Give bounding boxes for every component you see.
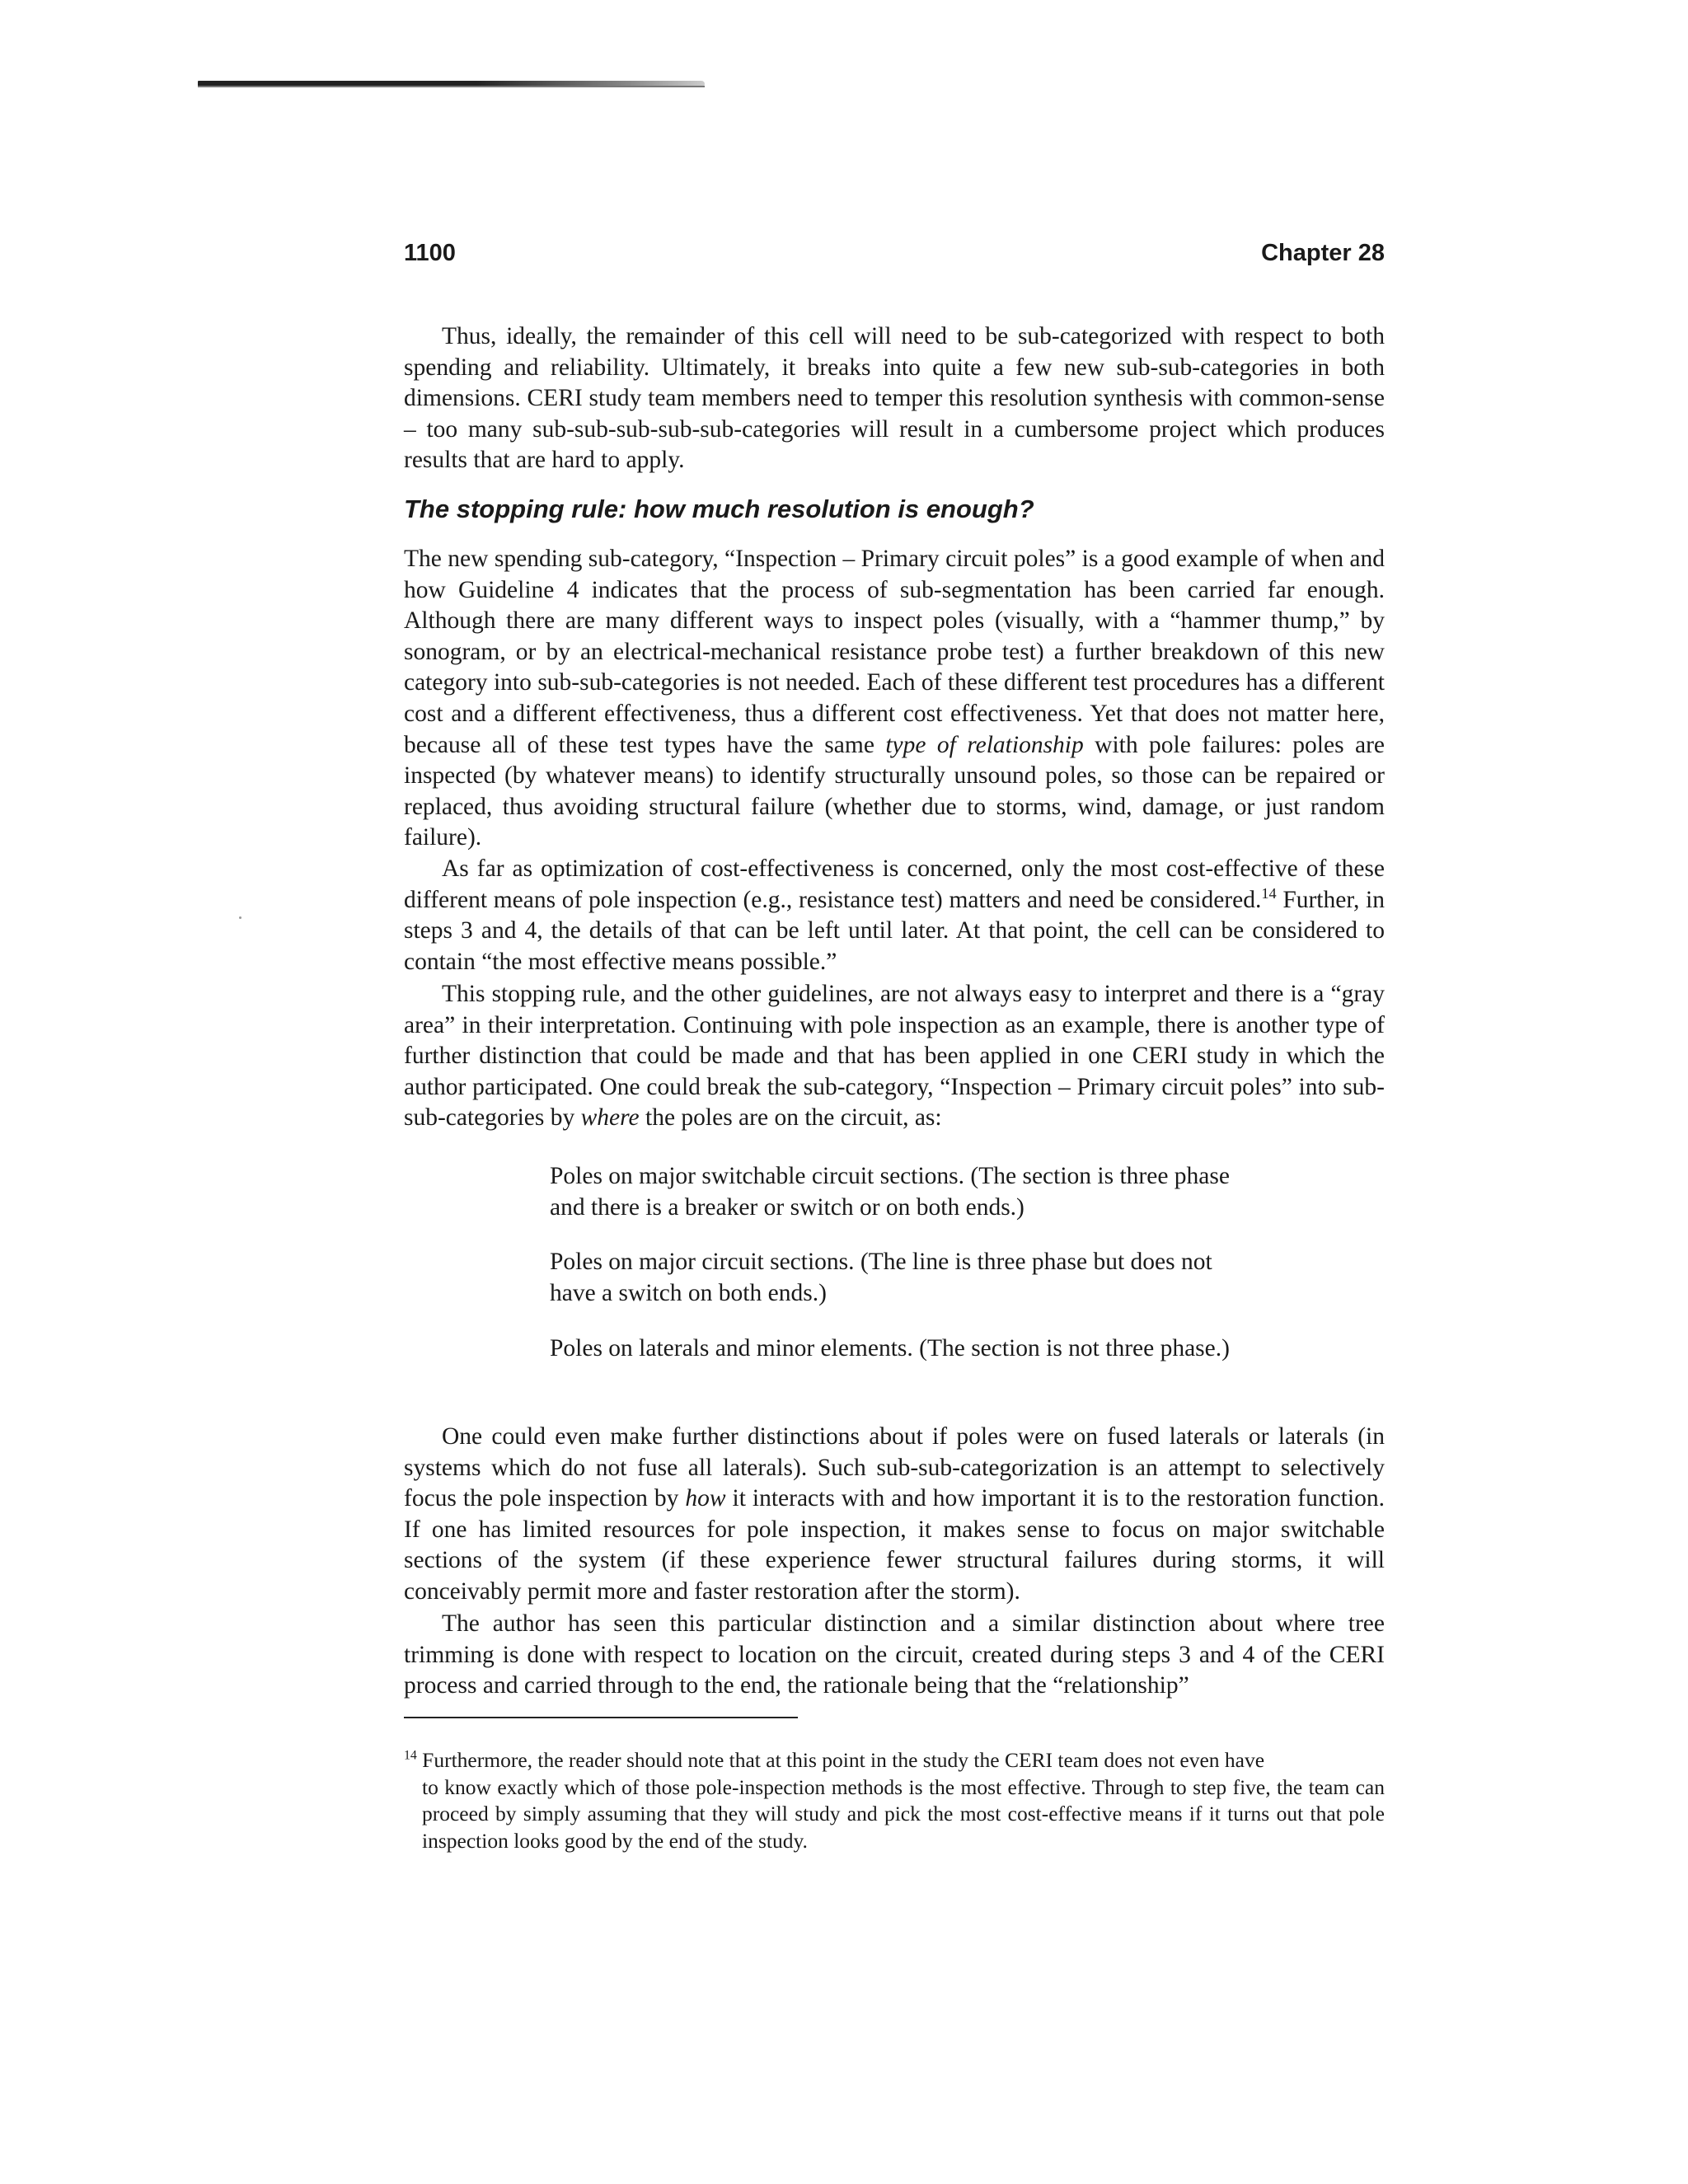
body-paragraph-1: The new spending sub-category, “Inspection – Primary circuit poles” is a good example of when and how Guideline 4 indicates that the process of sub-segmentation has been carried far enough. Although there are many different ways to inspect poles (visually, with a “hammer thump,” by sonogram, or by an electrical-mechanical resistance probe test) a further breakdown of this new category into sub-sub-categories is not needed. Each of these different test procedures has a different cost and a different effectiveness, thus a different cost effectiveness. Yet that does not matter here, because all of these test types have the same type of relationship with pole failures: poles are inspected (by whatever means) to identify structurally unsound poles, so those can be repaired or replaced, thus avoiding structural failure (whether due to storms, wind, damage, or just random failure).	[404, 546, 1385, 851]
footnote-reference: 14	[1261, 884, 1277, 902]
emphasis-text: where	[580, 1104, 640, 1132]
chapter-title: Chapter 28	[1261, 240, 1385, 266]
block-item-3: Poles on laterals and minor elements. (The section is not three phase.)	[550, 1335, 1230, 1361]
footnote-marker: 14	[404, 1748, 417, 1763]
intro-paragraph: Thus, ideally, the remainder of this cell will need to be sub-categorized with respect to both spending and reliability. Ultimately, it breaks into quite a few new sub-sub-categories in both dimensions. CERI study team members need to temper this resolution synthesis with common-sense – too many sub-sub-sub-sub-sub-categories will result in a cumbersome project which produces results that are hard to apply.	[404, 323, 1385, 474]
scan-edge-line	[198, 86, 705, 87]
body-paragraph-5: The author has seen this particular distinction and a similar distinction about where tree trimming is done with respect to location on the circuit, created during steps 3 and 4 of the CERI process and carried through to the end, the rationale being that the “relationship”	[404, 1610, 1385, 1699]
body-paragraph-2: As far as optimization of cost-effectiveness is concerned, only the most cost-effective of these different means of pole inspection (e.g., resistance test) matters and need be considered.$^{14}$ Further, in steps 3 and 4, the details of that can be left until later. At that point, the cell can be considered to contain “the most effective means possible.”	[404, 855, 1385, 975]
body-paragraph-3: This stopping rule, and the other guidelines, are not always easy to interpret and there is a “gray area” in their interpretation. Continuing with pole inspection as an example, there is another type of further distinction that could be made and that has been applied in one CERI study in which the author participated. One could break the sub-category, “Inspection – Primary circuit poles” into sub-sub-categories by where the poles are on the circuit, as:	[404, 981, 1385, 1132]
footnote-separator	[404, 1717, 798, 1718]
emphasis-text: type of relationship	[885, 731, 1084, 758]
body-paragraph-4: One could even make further distinctions about if poles were on fused laterals or laterals (in systems which do not fuse all laterals). Such sub-sub-categorization is an attempt to selectively focus the pole inspection by how it interacts with and how important it is to the restoration function. If one has limited resources for pole inspection, it makes sense to focus on major switchable sections of the system (if these experience fewer structural failures during storms, it will conceivably permit more and faster restoration after the storm).	[404, 1423, 1385, 1605]
page-header	[404, 240, 1385, 273]
page-number: 1100	[404, 240, 456, 266]
emphasis-text: how	[685, 1485, 726, 1512]
block-item-2: Poles on major circuit sections. (The line is three phase but does not have a switch on both ends.)	[550, 1249, 1212, 1306]
section-heading: The stopping rule: how much resolution is enough?	[404, 494, 1034, 523]
footnote: $^{14}$ Furthermore, the reader should note that at this point in the study the CERI team does not even have to know exactly which of those pole-inspection methods is the most effective. Through to step five, the team can proceed by simply assuming that they will study and pick the most cost-effective means if it turns out that pole inspection looks good by the end of the study.	[404, 1748, 1385, 1853]
scan-speck	[239, 916, 241, 919]
block-item-1: Poles on major switchable circuit sections. (The section is three phase and there is a breaker or switch or on both ends.)	[550, 1163, 1230, 1221]
